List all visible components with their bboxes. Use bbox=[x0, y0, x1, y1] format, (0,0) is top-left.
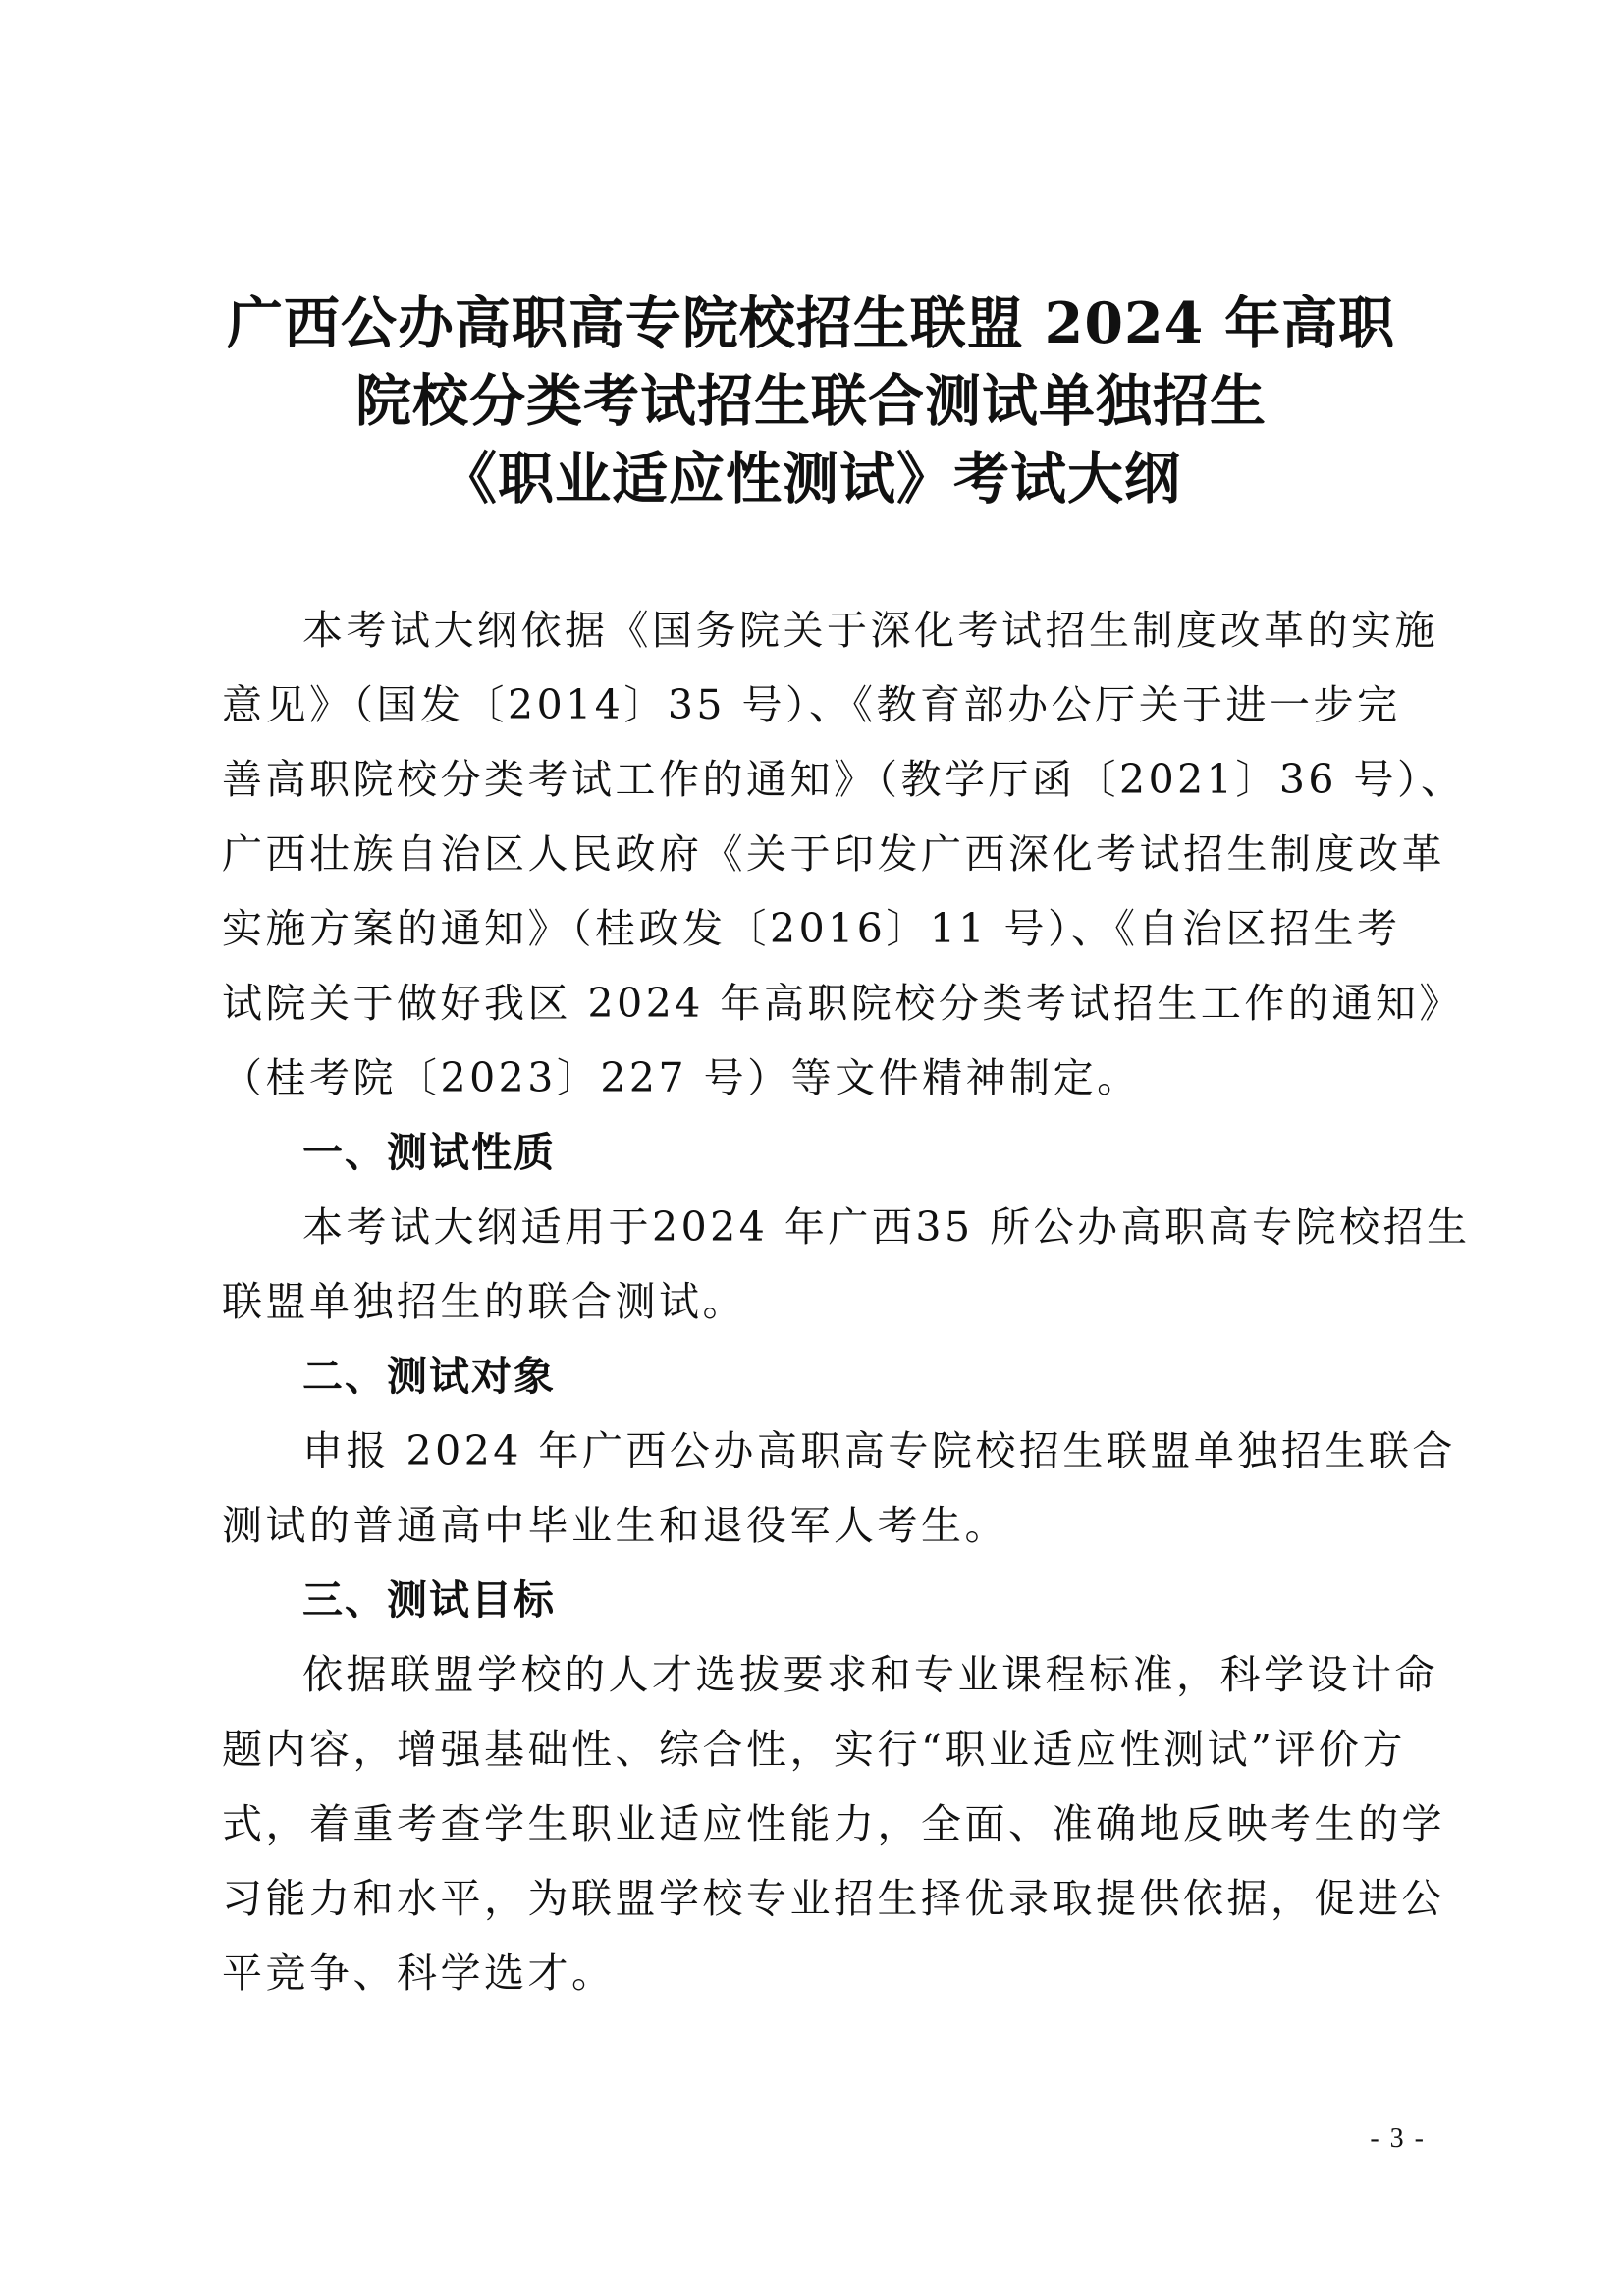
intro-line-4: 广西壮族自治区人民政府《关于印发广西深化考试招生制度改革 bbox=[222, 830, 1445, 878]
intro-line-5: 实施方案的通知》（桂政发〔2016〕11 号）、《自治区招生考 bbox=[222, 905, 1401, 952]
title-line-3: 《职业适应性测试》考试大纲 bbox=[441, 446, 1181, 511]
intro-line-2: 意见》（国发〔2014〕35 号）、《教育部办公厅关于进一步完 bbox=[222, 681, 1401, 728]
intro-line-3: 善高职院校分类考试工作的通知》（教学厅函〔2021〕36 号）、 bbox=[222, 756, 1465, 803]
title-line-1: 广西公办高职高专院校招生联盟 2024 年高职 bbox=[226, 291, 1396, 356]
section-heading-nature: 一、测试性质 bbox=[302, 1129, 556, 1176]
section-heading-goal: 三、测试目标 bbox=[302, 1576, 556, 1624]
section-3-line-1: 依据联盟学校的人才选拔要求和专业课程标准，科学设计命 bbox=[302, 1651, 1438, 1698]
section-1-line-1: 本考试大纲适用于2024 年广西35 所公办高职高专院校招生 bbox=[302, 1203, 1471, 1251]
section-heading-target: 二、测试对象 bbox=[302, 1353, 556, 1400]
page-number: - 3 - bbox=[1370, 2123, 1426, 2154]
section-3-line-4: 习能力和水平，为联盟学校专业招生择优录取提供依据，促进公 bbox=[222, 1875, 1445, 1922]
intro-line-6: 试院关于做好我区 2024 年高职院校分类考试招生工作的通知》 bbox=[222, 980, 1463, 1027]
document-title bbox=[147, 285, 1475, 517]
section-2-line-2: 测试的普通高中毕业生和退役军人考生。 bbox=[222, 1502, 1008, 1549]
intro-line-7: （桂考院〔2023〕227 号）等文件精神制定。 bbox=[222, 1054, 1141, 1101]
section-3-line-2: 题内容，增强基础性、综合性，实行“职业适应性测试”评价方 bbox=[222, 1726, 1406, 1773]
intro-line-1: 本考试大纲依据《国务院关于深化考试招生制度改革的实施 bbox=[302, 607, 1438, 654]
section-3-line-3: 式，着重考查学生职业适应性能力，全面、准确地反映考生的学 bbox=[222, 1800, 1445, 1847]
section-1-line-2: 联盟单独招生的联合测试。 bbox=[222, 1278, 746, 1325]
title-line-2: 院校分类考试招生联合测试单独招生 bbox=[355, 368, 1267, 434]
section-3-line-5: 平竞争、科学选才。 bbox=[222, 1949, 616, 1997]
section-2-line-1: 申报 2024 年广西公办高职高专院校招生联盟单独招生联合 bbox=[302, 1427, 1456, 1474]
